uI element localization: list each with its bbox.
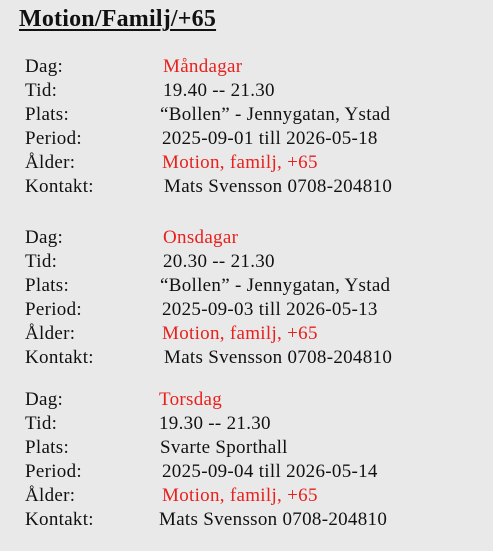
day-label: Dag: [25, 389, 64, 410]
period-label: Period: [25, 299, 82, 320]
period-value: 2025-09-04 till 2026-05-14 [162, 461, 378, 482]
day-label: Dag: [25, 56, 64, 77]
age-row [0, 322, 493, 346]
age-row [0, 484, 493, 508]
age-row [0, 151, 493, 175]
place-value: Svarte Sporthall [160, 437, 288, 458]
day-row [0, 388, 493, 412]
contact-value: Mats Svensson 0708-204810 [159, 509, 388, 530]
period-row [0, 298, 493, 322]
place-row [0, 274, 493, 298]
place-row [0, 436, 493, 460]
age-label: Ålder: [25, 323, 76, 344]
age-label: Ålder: [25, 485, 76, 506]
time-row [0, 250, 493, 274]
time-label: Tid: [25, 251, 58, 272]
age-value: Motion, familj, +65 [162, 152, 318, 173]
contact-label: Kontakt: [25, 509, 94, 530]
time-row [0, 412, 493, 436]
place-label: Plats: [25, 437, 70, 458]
contact-value: Mats Svensson 0708-204810 [164, 347, 393, 368]
day-value: Onsdagar [163, 227, 239, 248]
period-label: Period: [25, 461, 82, 482]
place-value: “Bollen” - Jennygatan, Ystad [160, 275, 391, 296]
day-row [0, 55, 493, 79]
period-row [0, 127, 493, 151]
place-label: Plats: [25, 104, 70, 125]
contact-label: Kontakt: [25, 176, 94, 197]
time-value: 19.40 -- 21.30 [163, 80, 275, 101]
time-label: Tid: [25, 413, 58, 434]
place-value: “Bollen” - Jennygatan, Ystad [160, 104, 391, 125]
age-label: Ålder: [25, 152, 76, 173]
day-label: Dag: [25, 227, 64, 248]
time-label: Tid: [25, 80, 58, 101]
contact-label: Kontakt: [25, 347, 94, 368]
period-row [0, 460, 493, 484]
place-label: Plats: [25, 275, 70, 296]
contact-row [0, 346, 493, 370]
period-value: 2025-09-03 till 2026-05-13 [162, 299, 378, 320]
day-row [0, 226, 493, 250]
contact-row [0, 175, 493, 199]
contact-row [0, 508, 493, 532]
age-value: Motion, familj, +65 [162, 485, 318, 506]
day-value: Torsdag [159, 389, 223, 410]
period-label: Period: [25, 128, 82, 149]
time-value: 19.30 -- 21.30 [159, 413, 271, 434]
page-title: Motion/Familj/+65 [19, 6, 217, 32]
place-row [0, 103, 493, 127]
time-value: 20.30 -- 21.30 [163, 251, 275, 272]
age-value: Motion, familj, +65 [162, 323, 318, 344]
period-value: 2025-09-01 till 2026-05-18 [162, 128, 378, 149]
day-value: Måndagar [163, 56, 243, 77]
time-row [0, 79, 493, 103]
contact-value: Mats Svensson 0708-204810 [164, 176, 393, 197]
